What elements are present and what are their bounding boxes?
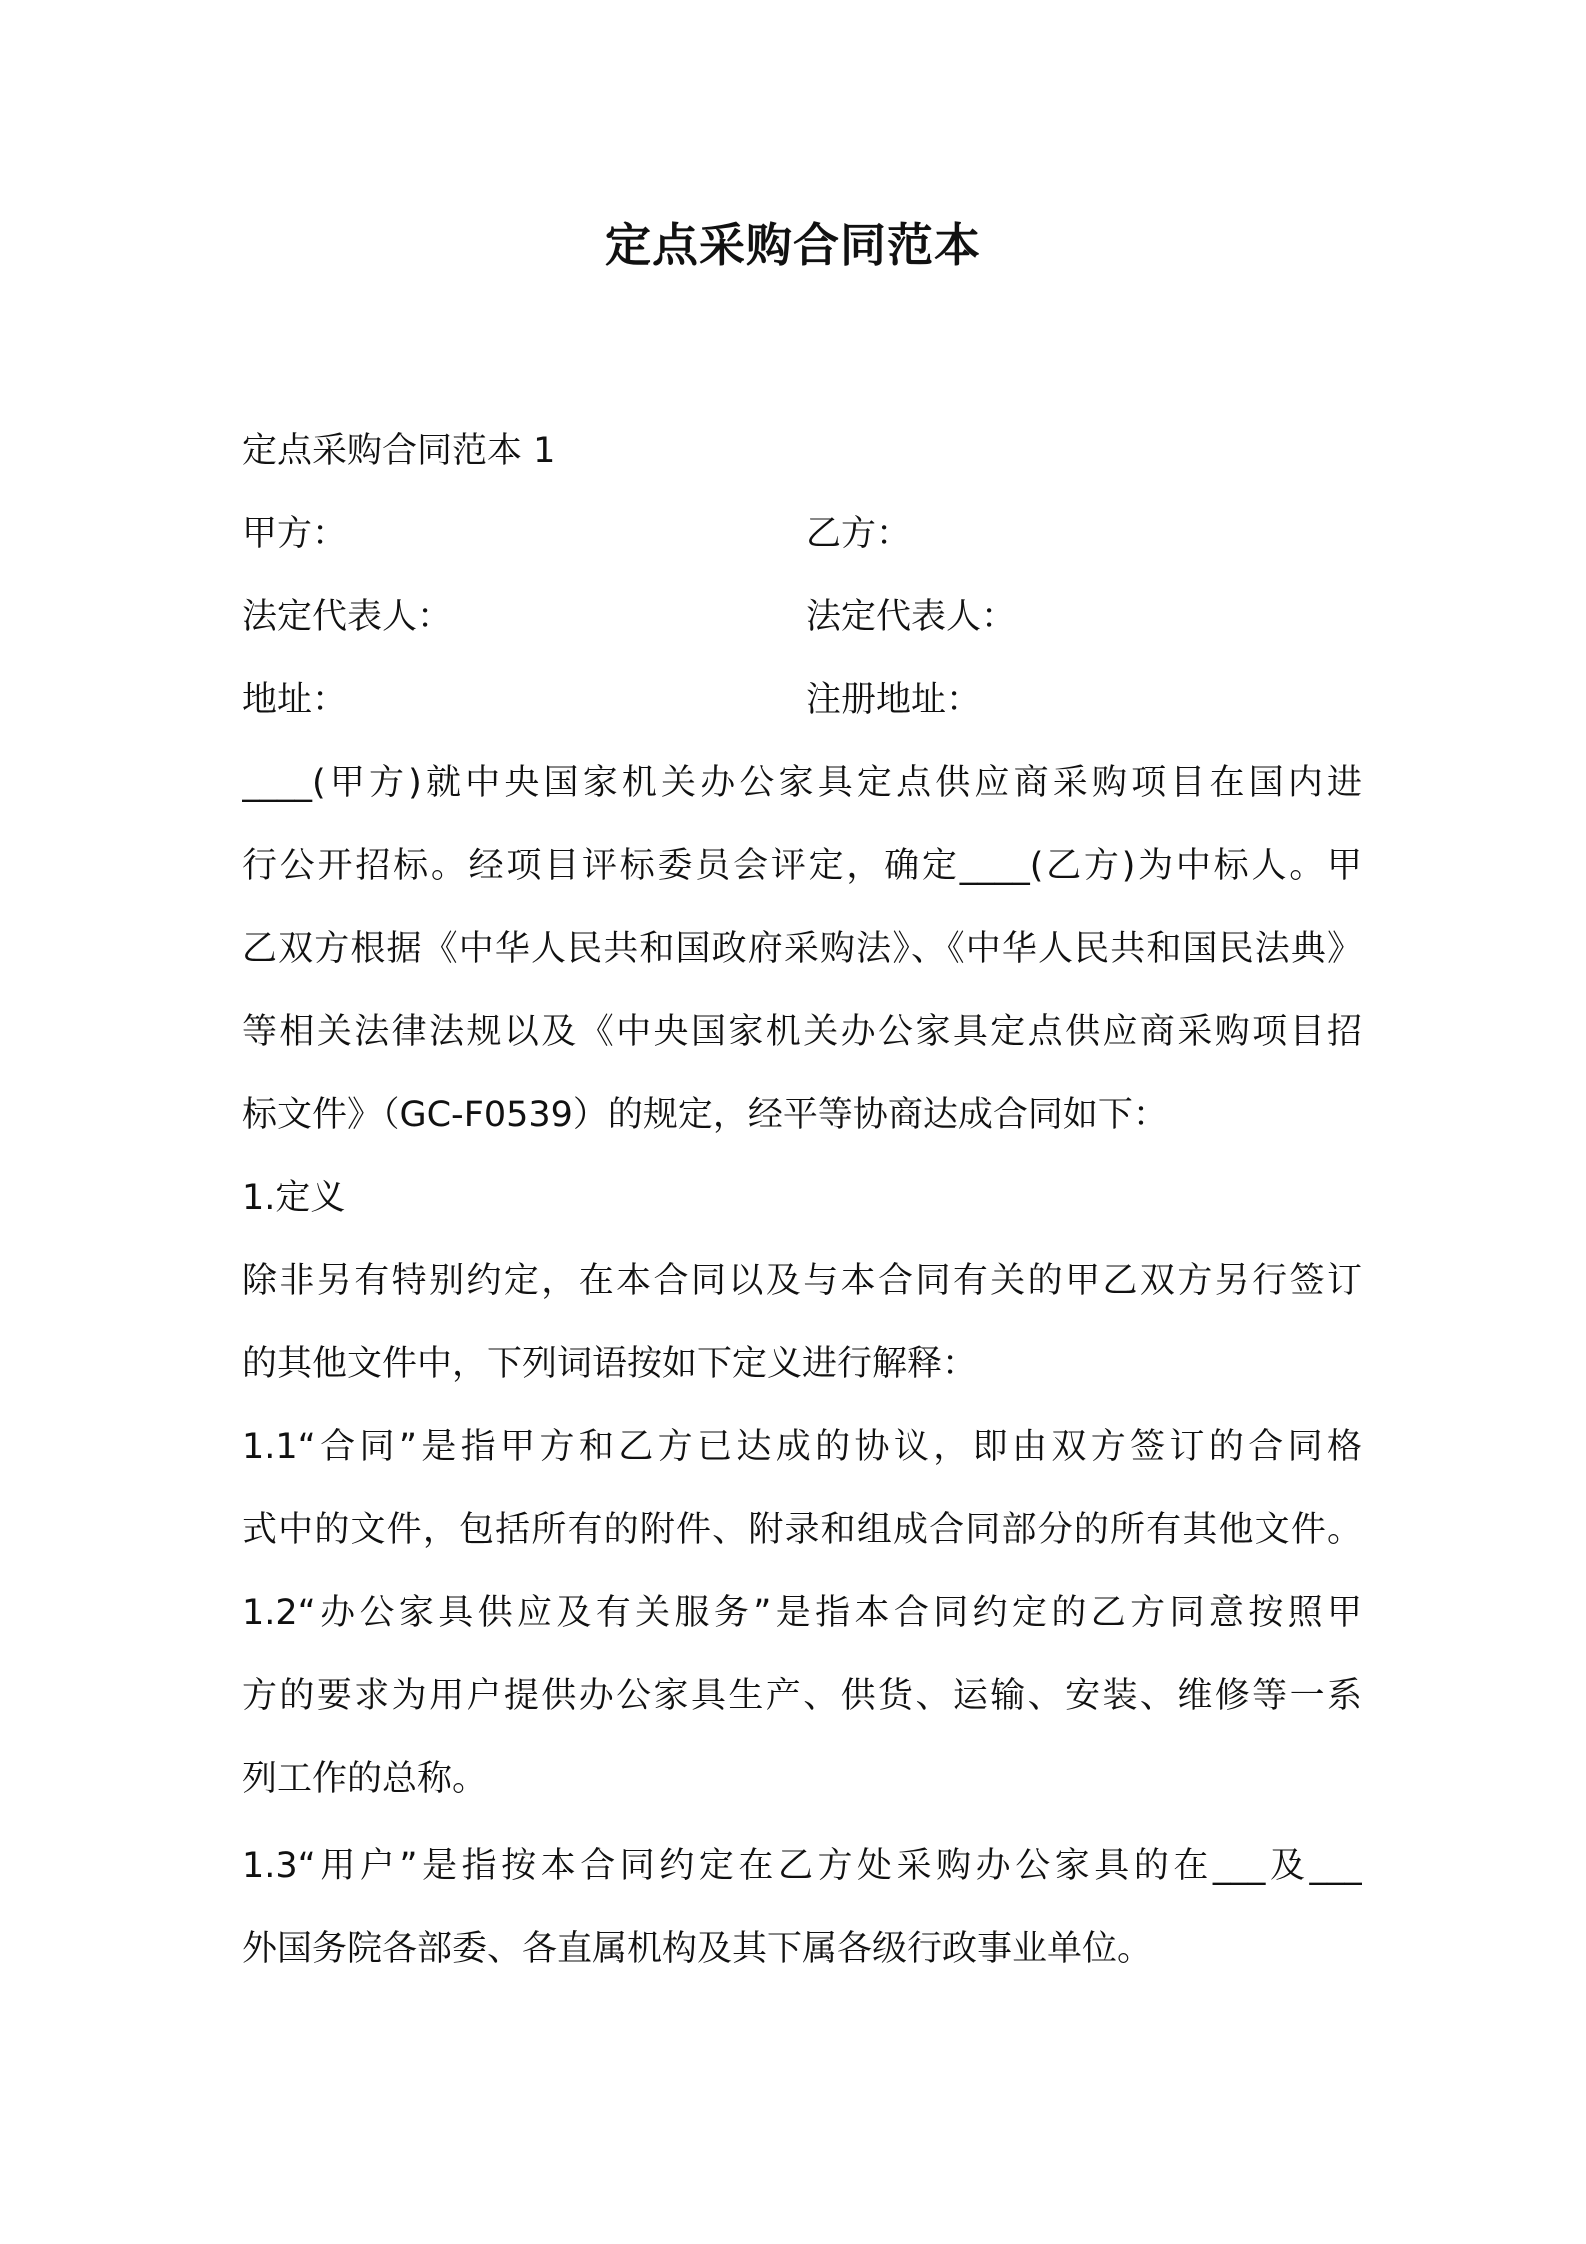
paragraph-line: 标文件》（GC-F0539）的规定，经平等协商达成合同如下： <box>242 1095 1168 1135</box>
paragraph-line: 列工作的总称。 <box>242 1759 488 1799</box>
party-row-2 <box>242 576 1362 659</box>
party-row-1 <box>242 493 1362 576</box>
paragraph-line: 行公开招标。经项目评标委员会评定，确定____(乙方)为中标人。甲 <box>242 846 1362 886</box>
clause-1-3 <box>242 1825 1362 1991</box>
paragraph-line: 式中的文件，包括所有的附件、附录和组成合同部分的所有其他文件。 <box>242 1510 1362 1550</box>
paragraph-line: 等相关法律法规以及《中央国家机关办公家具定点供应商采购项目招 <box>242 1012 1362 1052</box>
clause-1-1 <box>242 1406 1362 1572</box>
paragraph-line: 方的要求为用户提供办公家具生产、供货、运输、安装、维修等一系 <box>242 1676 1362 1716</box>
party-b-legal-rep-label: 法定代表人： <box>806 597 1017 637</box>
paragraph-line: 除非另有特别约定，在本合同以及与本合同有关的甲乙双方另行签订 <box>242 1261 1362 1301</box>
section-heading-definitions: 1.定义 <box>242 1178 346 1218</box>
clause-1-2 <box>242 1572 1362 1821</box>
document-title: 定点采购合同范本 <box>605 218 981 272</box>
intro-paragraph <box>242 742 1362 1157</box>
party-a-address-label: 地址： <box>242 680 348 720</box>
party-a-legal-rep-label: 法定代表人： <box>242 597 453 637</box>
paragraph-line: 1.1“合同”是指甲方和乙方已达成的协议，即由双方签订的合同格 <box>242 1427 1362 1467</box>
paragraph-line: ____(甲方)就中央国家机关办公家具定点供应商采购项目在国内进 <box>242 763 1362 803</box>
paragraph-line: 1.3“用户”是指按本合同约定在乙方处采购办公家具的在___及___ <box>242 1846 1362 1886</box>
paragraph-line: 的其他文件中，下列词语按如下定义进行解释： <box>242 1344 978 1384</box>
document-body <box>242 410 1362 1991</box>
party-b-registered-address-label: 注册地址： <box>806 680 982 720</box>
paragraph-line: 乙双方根据《中华人民共和国政府采购法》、《中华人民共和国民法典》 <box>242 929 1362 969</box>
party-b-label: 乙方： <box>806 514 912 554</box>
contract-subtitle: 定点采购合同范本 1 <box>242 431 556 471</box>
party-a-label: 甲方： <box>242 514 348 554</box>
party-row-3 <box>242 659 1362 742</box>
definitions-intro-paragraph <box>242 1240 1362 1406</box>
paragraph-line: 1.2“办公家具供应及有关服务”是指本合同约定的乙方同意按照甲 <box>242 1593 1362 1633</box>
paragraph-line: 外国务院各部委、各直属机构及其下属各级行政事业单位。 <box>242 1929 1153 1969</box>
